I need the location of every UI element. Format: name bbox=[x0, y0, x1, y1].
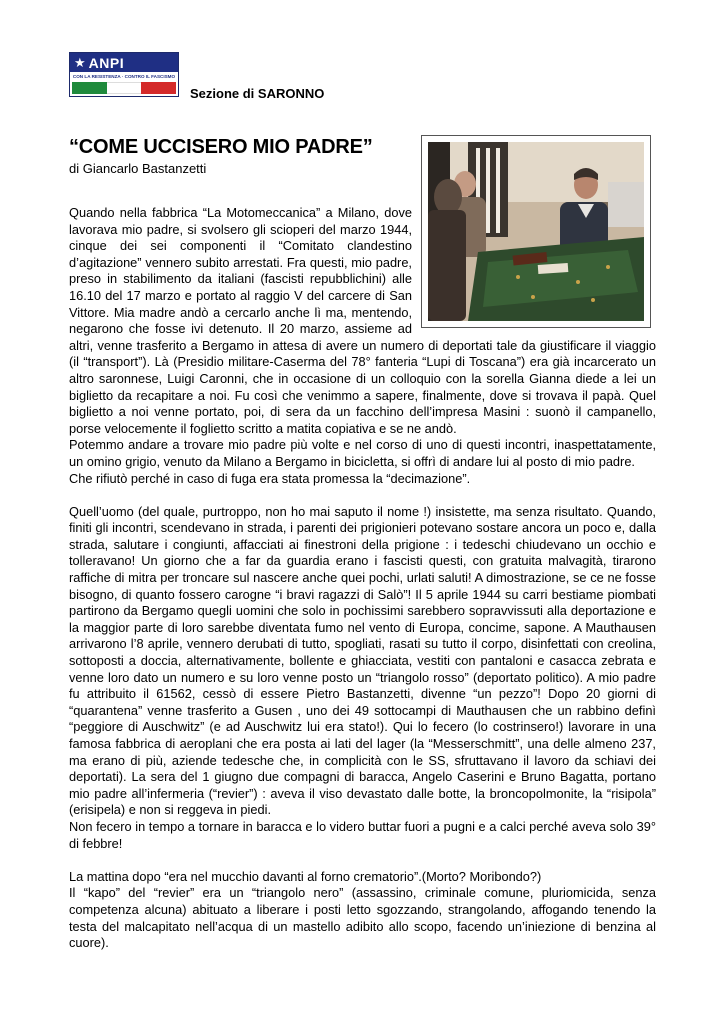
article-body bbox=[69, 205, 656, 952]
star-icon: ★ bbox=[74, 55, 86, 70]
paragraph: Potemmo andare a trovare mio padre più volte e nel corso di uno di questi incontri, inaspettatamente, un omino grigio, venuto da Milano a Bergamo in bicicletta, si offrì di andare lui al posto di mio padre. bbox=[69, 437, 656, 469]
logo-name: ANPI bbox=[88, 54, 125, 71]
italian-flag-icon bbox=[70, 82, 178, 96]
logo-banner bbox=[70, 53, 178, 72]
anpi-logo bbox=[69, 52, 179, 97]
paragraph: Che rifiutò perché in caso di fuga era stata promessa la “decimazione”. bbox=[69, 470, 471, 486]
section-label: Sezione di SARONNO bbox=[190, 86, 325, 101]
article-byline: di Giancarlo Bastanzetti bbox=[69, 161, 207, 176]
paragraph: Non fecero in tempo a tornare in baracca e lo videro buttar fuori a pugni e a calci perché aveva solo 39° di febbre! bbox=[69, 818, 656, 851]
photo-spacer bbox=[412, 205, 656, 332]
logo-tagline: CON LA RESISTENZA · CONTRO IL FASCISMO bbox=[72, 74, 176, 79]
paragraph: Quell’uomo (del quale, purtroppo, non ho mai saputo il nome !) insistette, ma senza risultato. Quando, finiti gli incontri, scendevano in strada, i parenti dei prigionieri potevano sostare ancora un poco e, dalla strada, salutare i congiunti, affacciati ai finestroni della prigione : i tedeschi chiudevano un occhio e tolleravano! Un giorno che a far da guardia erano i fascisti questi, con gratuita malvagità, tirarono raffiche di mitra per troncare sul nascere anche quei pochi, urlati saluti! A dimostrazione, se ce ne fosse bisogno, di quanto fossero carogne “i bravi ragazzi di Salò”! Il 5 aprile 1944 su carri bestiame piombati partirono da Bergamo quegli uomini che solo in pochissimi sarebbero sopravvissuti alla deportazione e la maggior parte di loro sarebbe diventata fumo nel vento di Europa, concime, sapone. A Mauthausen arrivarono l’8 aprile, vennero derubati di tutto, spogliati, rasati su tutto il corpo, disinfettati con creolina, sottoposti a doccia, alternativamente, bollente e ghiacciata, vestiti con pantaloni e casacca zebrata e venne loro dato un numero e su loro venne posto un “triangolo rosso” (deportato politico). A mio padre fu attribuito il 61562, cessò di essere Pietro Bastanzetti, divenne “un pezzo”! Dopo 20 giorni di “quarantena” venne trasferito a Gusen , uno dei 49 sottocampi di Mauthausen che un rabbino definì “peggiore di Auschwitz” (e ad Auschwitz lui era stato!). Qui lo fecero (lo costrinsero!) lavorare in una famosa fabbrica di aeroplani che era posta ai lati del lager (la “Messerschmitt”, una delle almeno 237, ma erano di più, aziende tedesche che, in complicità con le SS, sfruttavano il lavoro da schiavi dei deportati). La sera del 1 giugno due compagni di baracca, Angelo Caserini e Bruno Bagatta, portano mio padre all’infermeria (“revier”) : aveva il viso devastato dalle botte, la broncopolmonite, la “risipola” (erisipela) e non si reggeva in piedi. bbox=[69, 503, 656, 818]
paragraph bbox=[69, 205, 656, 437]
article-title: “COME UCCISERO MIO PADRE” bbox=[69, 136, 373, 158]
paragraph-spacer bbox=[69, 487, 656, 504]
paragraph: La mattina dopo “era nel mucchio davanti al forno crematorio”.(Morto? Moribondo?) bbox=[69, 868, 542, 884]
paragraph-text: Quando nella fabbrica “La Motomeccanica” a Milano, dove lavorava mio padre, si svolsero gli scioperi del marzo 1944, cinque dei sei componenti il “Comitato clandestino d’agitazione” vennero subito arrestati. Fra questi, mio padre, preso in stabilimento da italiani (fascisti repubblichini) alle 16.10 del 17 marzo e portato al raggio V del carcere di San Vittore. Mia madre andò a cercarlo anche lì ma, mentendo, negarono che fosse ivi detenuto. Il 20 marzo, assieme ad altri, venne trasferito a Bergamo in attesa di avere un numero di deportati tale da giustificare il viaggio (il “transport”). Là (Presidio militare-Caserma del 78° fanteria “Lupi di Toscana”) era già incarcerato un altro saronnese, Luigi Caronni, che in occasione di un colloquio con la sorella Gianna diede a lei un biglietto da recapitare a noi. Fu così che venimmo a sapere, finalmente, dove si trovava il papà. Quel biglietto a noi venne portato, poi, di sera da un facchino dell’impresa Masini : suonò il campanello, porse velocemente il foglietto scritto a matita copiativa e se ne andò. bbox=[69, 205, 656, 436]
paragraph-spacer bbox=[69, 852, 656, 869]
paragraph: Il “kapo” del “revier” era un “triangolo nero” (assassino, criminale comune, pluriomicida, senza competenza alcuna) abituato a liberare i posti letto sgozzando, strangolando, affogando tenendo la testa del malcapitato nell’acqua di un mastello adibito allo scopo, facendo un’iniezione di benzina al cuore). bbox=[69, 885, 656, 951]
